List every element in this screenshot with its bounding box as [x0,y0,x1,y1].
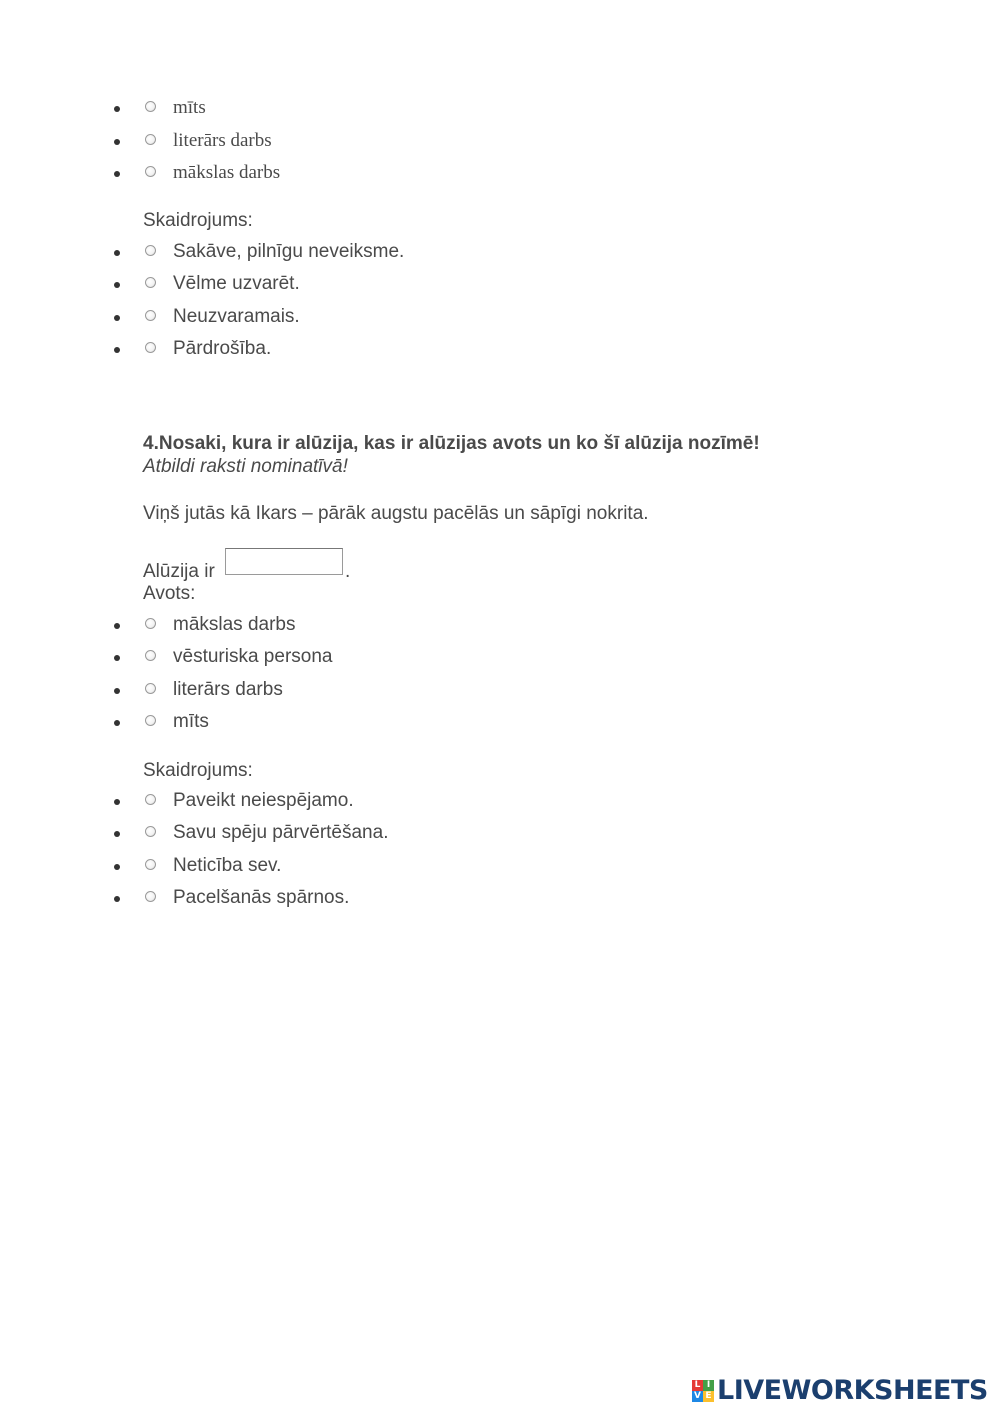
radio-button[interactable] [145,826,156,837]
option-label: mākslas darbs [173,162,281,183]
list-item [0,646,1000,670]
q4-title: 4.Nosaki, kura ir alūzija, kas ir alūzijas avots un ko šī alūzija nozīmē! [143,433,760,454]
radio-button[interactable] [145,101,156,112]
list-item [0,338,1000,362]
bullet [114,623,120,629]
option-label: Sakāve, pilnīgu neveiksme. [173,241,405,262]
option-label: literārs darbs [173,130,272,151]
option-label: mākslas darbs [173,614,296,635]
list-item [0,855,1000,879]
radio-button[interactable] [145,650,156,661]
radio-button[interactable] [145,794,156,805]
logo-grid-icon [692,1380,714,1402]
list-item [0,614,1000,638]
radio-button[interactable] [145,683,156,694]
q4-instruction: Atbildi raksti nominatīvā! [143,456,348,477]
list-item [0,711,1000,735]
bullet [114,864,120,870]
bullet [114,655,120,661]
logo-icon-letter: E [703,1391,714,1402]
bullet [114,799,120,805]
radio-button[interactable] [145,715,156,726]
option-label: Paveikt neiespējamo. [173,790,354,811]
option-label: mīts [173,711,209,732]
bullet [114,688,120,694]
radio-button[interactable] [145,891,156,902]
radio-button[interactable] [145,310,156,321]
option-label: Pārdrošība. [173,338,272,359]
option-label: Neticība sev. [173,855,282,876]
bullet [114,171,120,177]
q4-source-label: Avots: [143,583,196,604]
list-item [0,679,1000,703]
liveworksheets-logo [692,1374,988,1408]
list-item [0,273,1000,297]
radio-button[interactable] [145,134,156,145]
option-label: mīts [173,97,206,118]
radio-button[interactable] [145,618,156,629]
bullet [114,896,120,902]
bullet [114,250,120,256]
radio-button[interactable] [145,245,156,256]
option-label: vēsturiska persona [173,646,333,667]
list-item [0,130,1000,154]
bullet [114,282,120,288]
allusion-suffix: . [345,561,351,582]
list-item [0,162,1000,186]
logo-icon-letter: L [692,1380,703,1391]
logo-text: LIVEWORKSHEETS [717,1375,988,1406]
q4-explanation-label: Skaidrojums: [143,760,253,781]
q4-sentence: Viņš jutās kā Ikars – pārāk augstu pacēlās un sāpīgi nokrita. [143,503,649,524]
radio-button[interactable] [145,859,156,870]
radio-button[interactable] [145,342,156,353]
option-label: Savu spēju pārvērtēšana. [173,822,389,843]
list-item [0,790,1000,814]
list-item [0,306,1000,330]
list-item [0,887,1000,911]
logo-icon-letter: V [692,1391,703,1402]
allusion-label: Alūzija ir [143,561,215,582]
bullet [114,720,120,726]
option-label: literārs darbs [173,679,283,700]
bullet [114,347,120,353]
list-item [0,241,1000,265]
radio-button[interactable] [145,166,156,177]
list-item [0,97,1000,121]
option-label: Vēlme uzvarēt. [173,273,300,294]
option-label: Neuzvaramais. [173,306,300,327]
option-label: Pacelšanās spārnos. [173,887,350,908]
bullet [114,315,120,321]
bullet [114,831,120,837]
bullet [114,106,120,112]
radio-button[interactable] [145,277,156,288]
allusion-input[interactable] [225,548,343,575]
bullet [114,139,120,145]
list-item [0,822,1000,846]
q3-explanation-label: Skaidrojums: [143,210,253,231]
logo-icon-letter: I [703,1380,714,1391]
